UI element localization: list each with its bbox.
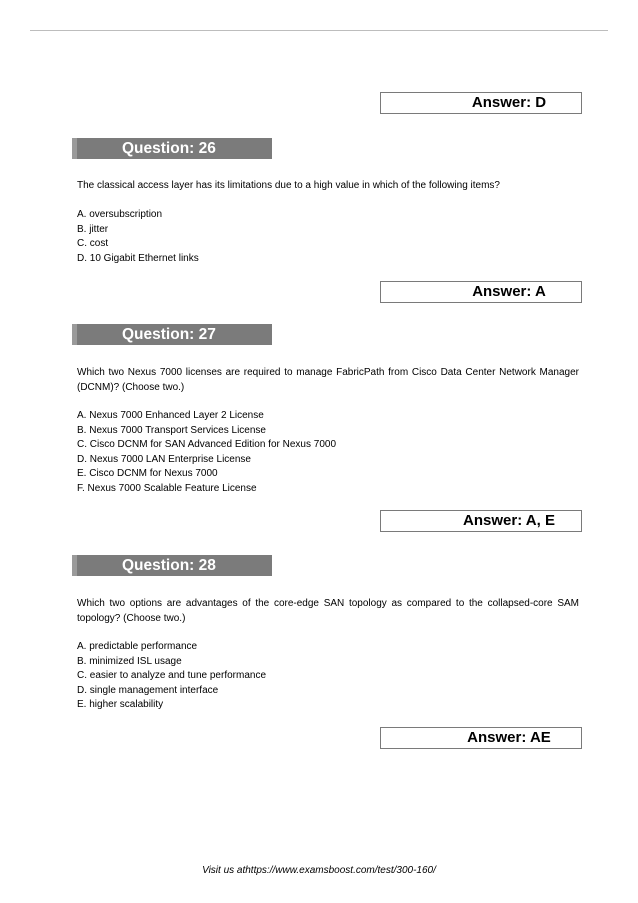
answer-text: Answer: D [471,94,547,111]
option-item: A. oversubscription [77,209,163,220]
option-item: C. easier to analyze and tune performance [77,670,266,681]
option-item: D. 10 Gigabit Ethernet links [77,252,199,264]
answer-text: Answer: A [472,283,546,300]
option-item: C. cost [77,238,109,249]
question-26-heading: Question: 26 [72,138,272,159]
option-item: E. higher scalability [77,699,164,710]
option-item: F. Nexus 7000 Scalable Feature License [77,482,257,494]
question-26-options [77,208,579,266]
question-27-options [77,409,579,496]
option-item: D. Nexus 7000 LAN Enterprise License [77,453,251,465]
footer-link[interactable] [0,864,638,878]
question-27-heading: Question: 27 [72,324,272,345]
option-item: A. predictable performance [77,641,198,652]
question-28-text: Which two options are advantages of the core-edge SAN topology as compared to the collapsed-core SAM topology? (Choose two.) [77,598,579,624]
option-item: A. Nexus 7000 Enhanced Layer 2 License [77,410,264,421]
option-item: B. Nexus 7000 Transport Services License [77,424,266,436]
option-item: B. jitter [77,223,109,235]
option-item: D. single management interface [77,684,219,696]
option-item: B. minimized ISL usage [77,655,182,667]
answer-box-28 [380,727,582,749]
top-divider [30,30,608,31]
answer-text: Answer: A, E [463,512,555,529]
question-28-heading: Question: 28 [72,555,272,576]
option-item: E. Cisco DCNM for Nexus 7000 [77,468,218,479]
answer-text: Answer: AE [467,729,551,746]
answer-box-26 [380,281,582,303]
question-26-text: The classical access layer has its limitations due to a high value in which of the following items? [77,180,500,191]
question-27-text: Which two Nexus 7000 licenses are required to manage FabricPath from Cisco Data Center Network Manager (DCNM)? (Choose two.) [77,367,579,393]
answer-box-previous [380,92,582,114]
question-28-options [77,640,579,713]
answer-box-27 [380,510,582,532]
footer-text[interactable]: Visit us athttps://www.examsboost.com/test/300-160/ [202,865,436,876]
option-item: C. Cisco DCNM for SAN Advanced Edition for Nexus 7000 [77,439,336,450]
